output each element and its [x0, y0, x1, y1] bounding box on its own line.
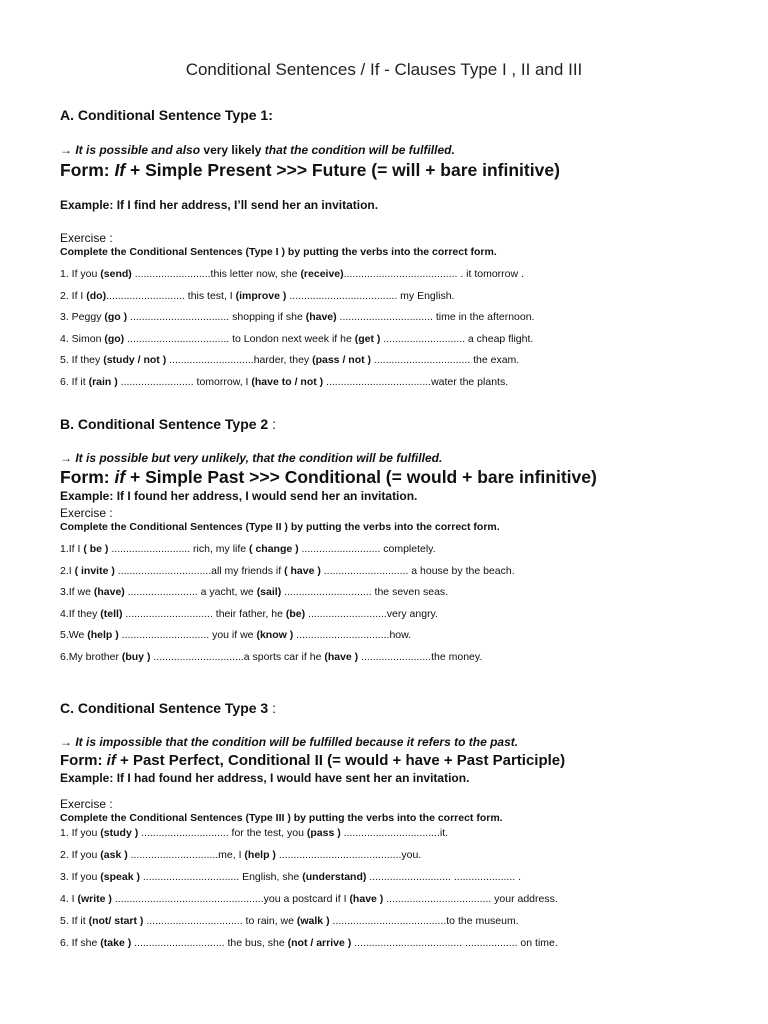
verb-prompt: (study / not )	[103, 354, 167, 366]
verb-prompt: ( change )	[249, 543, 299, 555]
sentence-text: ................................. English, she	[139, 871, 303, 883]
sentence-text: ..................................... .................. on time.	[351, 937, 558, 949]
exercise-item	[60, 311, 534, 323]
section-a-note: → It is possible and also very likely that the condition will be fulfilled.	[60, 143, 455, 157]
sentence-text: ...........................very angry.	[305, 608, 438, 620]
section-b-example: Example: If I found her address, I would send her an invitation.	[60, 489, 418, 503]
verb-prompt: (pass / not )	[312, 354, 372, 366]
section-c-example: Example: If I had found her address, I would have sent her an invitation.	[60, 771, 470, 785]
verb-prompt: (buy )	[121, 651, 151, 663]
sentence-text: ................................. to rain, we	[143, 915, 297, 927]
section-a-form: Form: If + Simple Present >>> Future (= will + bare infinitive)	[60, 160, 560, 180]
arrow-right-icon: →	[60, 735, 72, 749]
exercise-item	[60, 586, 448, 598]
exercise-item	[60, 268, 524, 280]
section-b-exercise-label: Exercise :	[60, 506, 113, 520]
sentence-text: ......................... tomorrow, I	[117, 376, 252, 388]
verb-prompt: (send)	[100, 268, 132, 280]
section-a-example: Example: If I find her address, I’ll send her an invitation.	[60, 198, 379, 212]
verb-prompt: (understand)	[302, 871, 367, 883]
verb-prompt: (rain )	[88, 376, 118, 388]
sentence-text: 2.I	[60, 565, 75, 577]
verb-prompt: (help )	[87, 629, 119, 641]
sentence-text: ........................... this test, I	[106, 290, 236, 302]
verb-prompt: (have )	[349, 893, 384, 905]
exercise-item	[60, 849, 421, 861]
sentence-text: ..........................................you.	[275, 849, 422, 861]
verb-prompt: (have)	[93, 586, 125, 598]
section-a-instruction: Complete the Conditional Sentences (Type I ) by putting the verbs into the correct form.	[60, 246, 497, 258]
sentence-text: 1. If you	[60, 268, 101, 280]
sentence-text: .............................. their father, he	[122, 608, 286, 620]
section-a-exercise-label: Exercise :	[60, 231, 113, 245]
verb-prompt: (know )	[256, 629, 294, 641]
sentence-text: .............................. you if we	[118, 629, 257, 641]
page-title: Conditional Sentences / If - Clauses Type I , II and III	[185, 60, 583, 79]
arrow-right-icon: →	[60, 143, 72, 157]
sentence-text: ................................all my friends if	[114, 565, 285, 577]
section-b-form: Form: if + Simple Past >>> Conditional (= would + bare infinitive)	[60, 467, 597, 487]
verb-prompt: (go)	[104, 333, 125, 345]
sentence-text: ................................ time in the afternoon.	[336, 311, 535, 323]
verb-prompt: (walk )	[296, 915, 330, 927]
arrow-right-icon: →	[60, 451, 72, 465]
exercise-item	[60, 376, 508, 388]
sentence-text: ....................................water the plants.	[323, 376, 509, 388]
exercise-item	[60, 333, 533, 345]
sentence-text: 6.My brother	[60, 651, 122, 663]
exercise-item	[60, 651, 482, 663]
exercise-item	[60, 871, 521, 883]
verb-prompt: ( invite )	[74, 565, 115, 577]
verb-prompt: (tell)	[100, 608, 123, 620]
sentence-text: ................................... to London next week if he	[124, 333, 355, 345]
sentence-text: ................................. the exam.	[371, 354, 520, 366]
exercise-item	[60, 629, 411, 641]
sentence-text: ..................................... my English.	[286, 290, 455, 302]
sentence-text: .................................... your address.	[383, 893, 558, 905]
section-c-note: → It is impossible that the condition will be fulfilled because it refers to the past.	[60, 735, 519, 749]
verb-prompt: (write )	[77, 893, 112, 905]
verb-prompt: (be)	[285, 608, 306, 620]
exercise-item	[60, 893, 558, 905]
verb-prompt: (speak )	[100, 871, 140, 883]
verb-prompt: (not / arrive )	[287, 937, 352, 949]
verb-prompt: (have)	[305, 311, 337, 323]
verb-prompt: (sail)	[256, 586, 282, 598]
verb-prompt: (help )	[244, 849, 276, 861]
exercise-item	[60, 290, 454, 302]
section-b-heading: B. Conditional Sentence Type 2 :	[60, 416, 276, 432]
sentence-text: ........................... rich, my life	[108, 543, 250, 555]
verb-prompt: (get )	[354, 333, 381, 345]
verb-prompt: (have )	[324, 651, 359, 663]
section-c-exercise-label: Exercise :	[60, 797, 113, 811]
exercise-item	[60, 827, 448, 839]
exercise-item	[60, 543, 436, 555]
verb-prompt: (ask )	[100, 849, 128, 861]
sentence-text: 3.If we	[60, 586, 94, 598]
sentence-text: .............................harder, they	[166, 354, 313, 366]
sentence-text: ........................the money.	[358, 651, 483, 663]
verb-prompt: (not/ start )	[88, 915, 144, 927]
verb-prompt: (study )	[100, 827, 139, 839]
sentence-text: 4.If they	[60, 608, 101, 620]
sentence-text: ................................how.	[293, 629, 412, 641]
sentence-text: 3. If you	[60, 871, 101, 883]
sentence-text: 3. Peggy	[60, 311, 105, 323]
sentence-text: ............................ a cheap flight.	[380, 333, 534, 345]
section-c-form: Form: if + Past Perfect, Conditional II (= would + have + Past Participle)	[60, 752, 566, 769]
exercise-item	[60, 565, 515, 577]
verb-prompt: ( be )	[83, 543, 109, 555]
sentence-text: .................................. shopping if she	[127, 311, 306, 323]
sentence-text: 1. If you	[60, 827, 101, 839]
sentence-text: ..............................me, I	[127, 849, 245, 861]
verb-prompt: ( have )	[284, 565, 321, 577]
sentence-text: 2. If you	[60, 849, 101, 861]
sentence-text: 4. Simon	[60, 333, 105, 345]
sentence-text: 1.If I	[60, 543, 84, 555]
sentence-text: .......................................to the museum.	[329, 915, 519, 927]
sentence-text: ............................ ..................... .	[366, 871, 521, 883]
sentence-text: ........................ a yacht, we	[124, 586, 257, 598]
sentence-text: .............................. the seven seas.	[281, 586, 449, 598]
verb-prompt: (have to / not )	[251, 376, 324, 388]
section-a-heading: A. Conditional Sentence Type 1:	[60, 107, 273, 123]
sentence-text: 6. If she	[60, 937, 101, 949]
exercise-item	[60, 937, 558, 949]
exercise-item	[60, 608, 438, 620]
sentence-text: ............................... the bus, she	[131, 937, 288, 949]
verb-prompt: (do)	[86, 290, 107, 302]
sentence-text: 6. If it	[60, 376, 89, 388]
sentence-text: .............................. for the test, you	[138, 827, 307, 839]
section-b-note: → It is possible but very unlikely, that the condition will be fulfilled.	[60, 451, 443, 465]
verb-prompt: (pass )	[306, 827, 341, 839]
verb-prompt: (take )	[100, 937, 132, 949]
sentence-text: 4. I	[60, 893, 78, 905]
sentence-text: 2. If I	[60, 290, 87, 302]
sentence-text: ............................. a house by the beach.	[320, 565, 515, 577]
sentence-text: .................................it.	[340, 827, 449, 839]
sentence-text: ........................... completely.	[298, 543, 436, 555]
verb-prompt: (go )	[104, 311, 128, 323]
section-c-instruction: Complete the Conditional Sentences (Type III ) by putting the verbs into the correct form.	[60, 812, 503, 824]
verb-prompt: (receive)	[300, 268, 344, 280]
sentence-text: ...............................a sports car if he	[150, 651, 325, 663]
exercise-item	[60, 354, 519, 366]
section-c-heading: C. Conditional Sentence Type 3 :	[60, 700, 276, 716]
exercise-item	[60, 915, 519, 927]
sentence-text: 5.We	[60, 629, 88, 641]
sentence-text: 5. If they	[60, 354, 104, 366]
sentence-text: ....................................... . it tomorrow .	[343, 268, 524, 280]
sentence-text: ..........................this letter now, she	[131, 268, 301, 280]
verb-prompt: (improve )	[235, 290, 287, 302]
sentence-text: ...................................................you a postcard if I	[111, 893, 350, 905]
section-b-instruction: Complete the Conditional Sentences (Type II ) by putting the verbs into the correct form.	[60, 521, 500, 533]
sentence-text: 5. If it	[60, 915, 89, 927]
